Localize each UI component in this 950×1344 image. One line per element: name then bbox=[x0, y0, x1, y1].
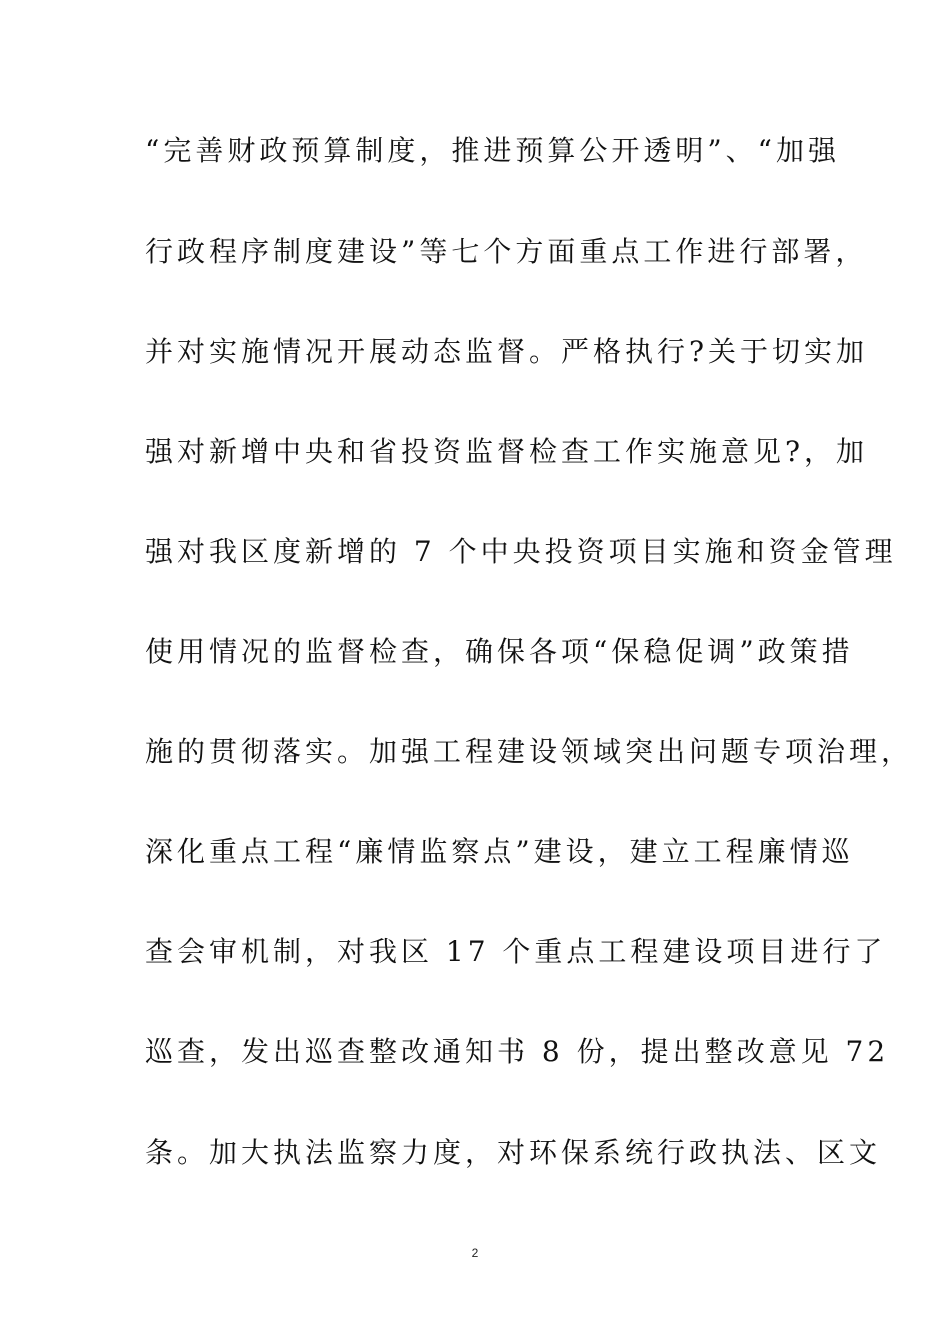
body-text-line: 行政程序制度建设”等七个方面重点工作进行部署， bbox=[145, 235, 868, 268]
body-text-line: 查会审机制，对我区 17 个重点工程建设项目进行了 bbox=[145, 935, 887, 968]
body-text-line: 强对我区度新增的 7 个中央投资项目实施和资金管理 bbox=[145, 535, 897, 568]
body-text-line: 条。加大执法监察力度，对环保系统行政执法、区文 bbox=[145, 1136, 882, 1169]
body-text-line: 巡查，发出巡查整改通知书 8 份，提出整改意见 72 bbox=[145, 1035, 890, 1068]
body-text-line: 强对新增中央和省投资监督检查工作实施意见?，加 bbox=[145, 435, 869, 468]
body-text-line: 并对实施情况开展动态监督。严格执行?关于切实加 bbox=[145, 335, 869, 368]
body-text-line: 使用情况的监督检查，确保各项“保稳促调”政策措 bbox=[145, 635, 854, 668]
body-text-line: “完善财政预算制度，推进预算公开透明”、“加强 bbox=[145, 134, 840, 167]
body-text-line: 深化重点工程“廉情监察点”建设，建立工程廉情巡 bbox=[145, 835, 854, 868]
body-text-line: 施的贯彻落实。加强工程建设领域突出问题专项治理， bbox=[145, 735, 914, 768]
page-number: 2 bbox=[471, 1246, 479, 1260]
